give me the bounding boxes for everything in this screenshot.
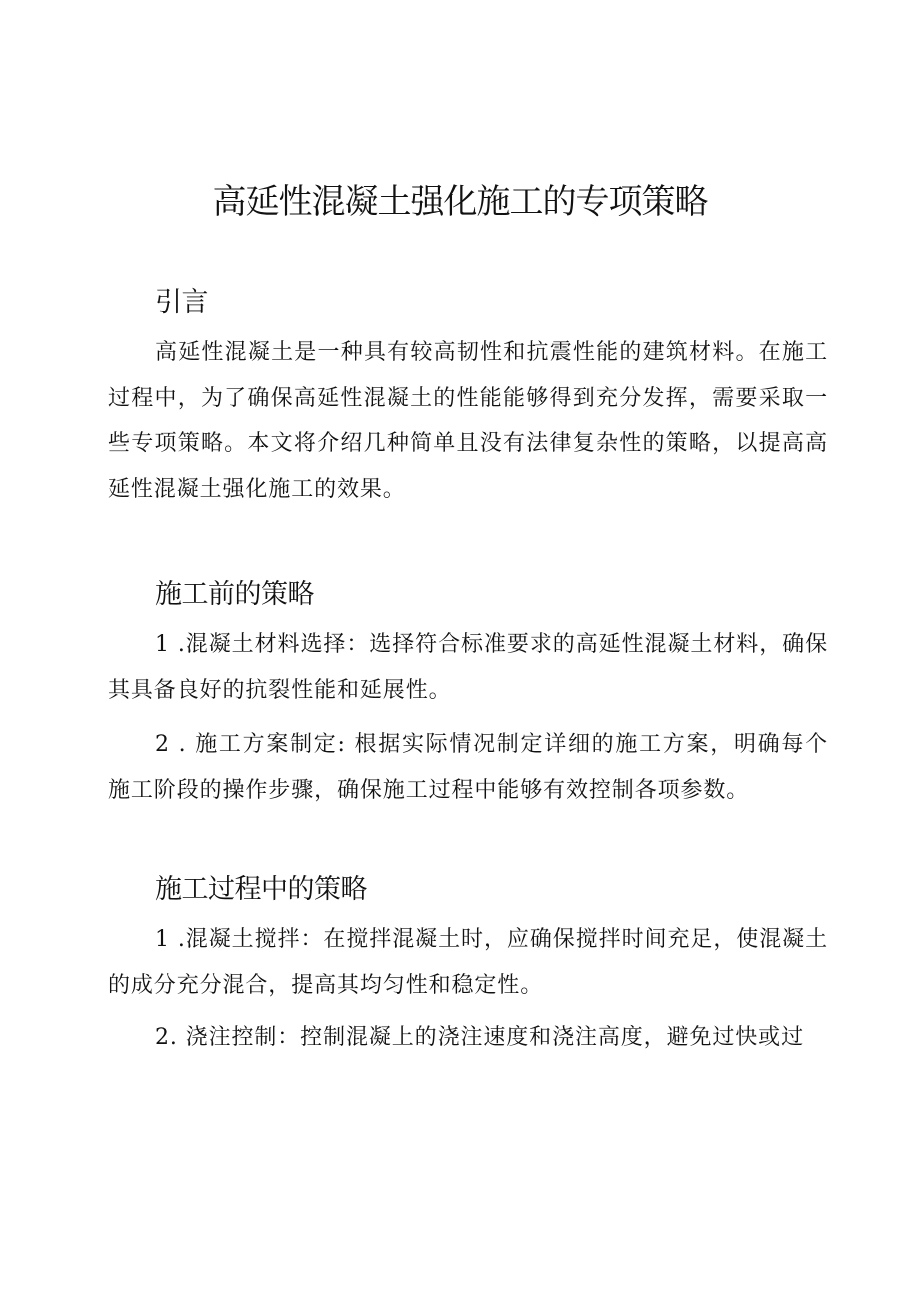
during-construction-item-1: 1 .混凝土搅拌：在搅拌混凝土时，应确保搅拌时间充足，使混凝土的成分充分混合，提高其均匀性和稳定性。 [108, 927, 828, 998]
pre-construction-item-1: 1 .混凝土材料选择：选择符合标准要求的高延性混凝土材料，确保其具备良好的抗裂性能和延展性。 [108, 632, 828, 703]
intro-paragraph: 高延性混凝土是一种具有较高韧性和抗震性能的建筑材料。在施工过程中，为了确保高延性混凝土的性能能够得到充分发挥，需要采取一些专项策略。本文将介绍几种简单且没有法律复杂性的策略，以提高高延性混凝土强化施工的效果。 [108, 340, 828, 502]
section-heading-pre-construction: 施工前的策略 [155, 579, 314, 610]
section-heading-during-construction: 施工过程中的策略 [155, 874, 367, 905]
document-title: 高延性混凝土强化施工的专项策略 [212, 182, 708, 222]
during-construction-item-2: 2. 浇注控制：控制混凝上的浇注速度和浇注高度，避免过快或过 [155, 1025, 804, 1050]
section-heading-intro: 引言 [155, 287, 208, 318]
pre-construction-item-2: 2 . 施工方案制定: 根据实际情况制定详细的施工方案，明确每个施工阶段的操作步骤，确保施工过程中能够有效控制各项参数。 [108, 732, 828, 803]
